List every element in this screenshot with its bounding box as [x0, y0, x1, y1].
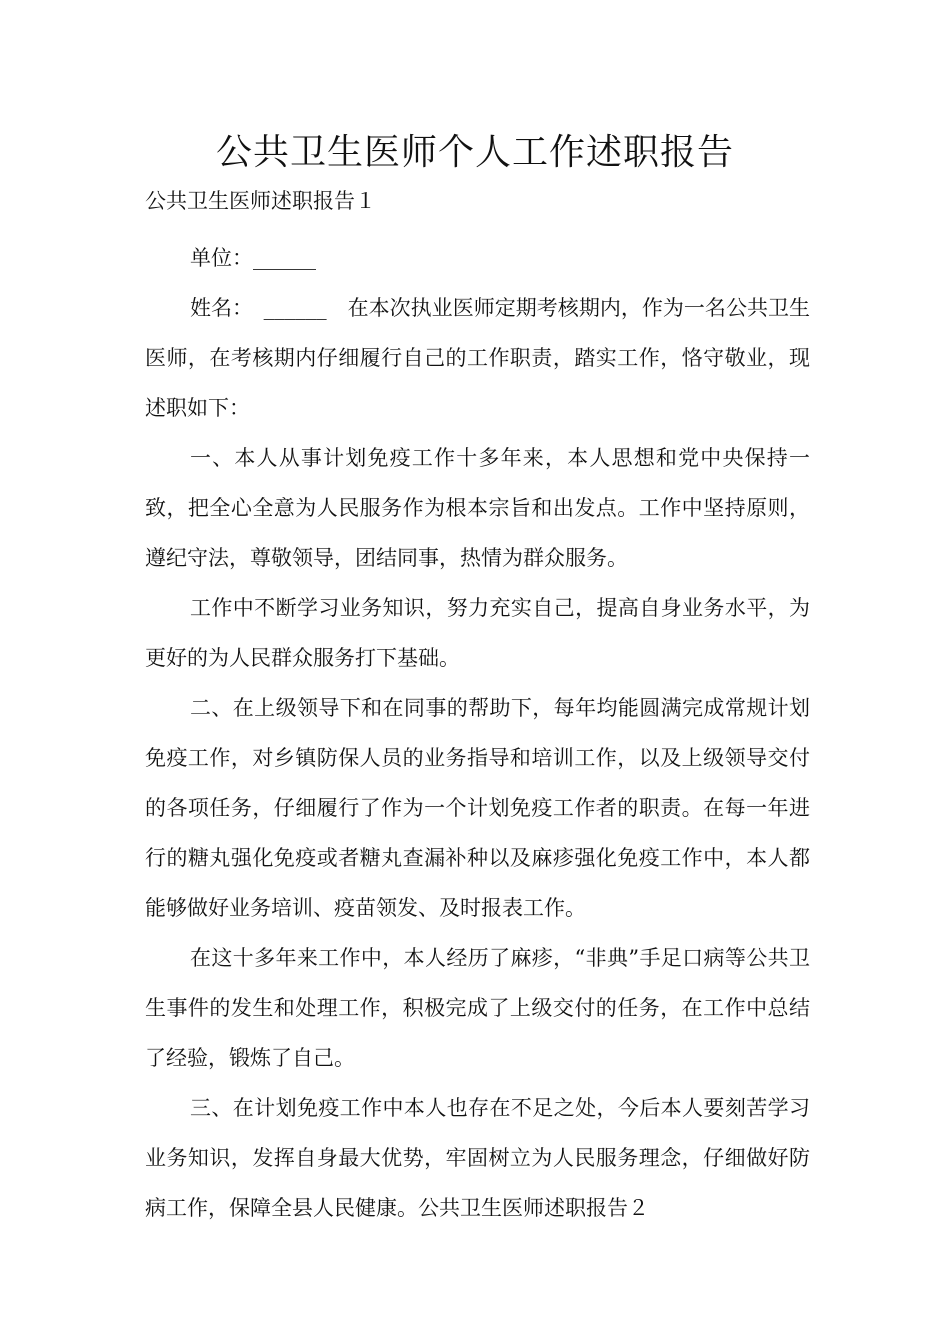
paragraph-section-one: 一、本人从事计划免疫工作十多年来，本人思想和党中央保持一致，把全心全意为人民服务作为根本宗旨和出发点。工作中坚持原则，遵纪守法，尊敬领导，团结同事，热情为群众服务。	[145, 446, 810, 570]
paragraph-unit: 单位：______	[190, 246, 316, 270]
paragraph-study: 工作中不断学习业务知识，努力充实自己，提高自身业务水平，为更好的为人民群众服务打下基础。	[145, 596, 810, 670]
paragraph-section-two: 二、在上级领导下和在同事的帮助下，每年均能圆满完成常规计划免疫工作，对乡镇防保人员的业务指导和培训工作，以及上级领导交付的各项任务，仔细履行了作为一个计划免疫工作者的职责。在每一年进行的糖丸强化免疫或者糖丸查漏补种以及麻疹强化免疫工作中，本人都能够做好业务培训、疫苗领发、及时报表工作。	[145, 696, 810, 920]
paragraph-experience: 在这十多年来工作中，本人经历了麻疹，“非典”手足口病等公共卫生事件的发生和处理工作，积极完成了上级交付的任务，在工作中总结了经验，锻炼了自己。	[145, 946, 810, 1070]
paragraph-name-intro: 姓名： ______ 在本次执业医师定期考核期内，作为一名公共卫生医师，在考核期内仔细履行自己的工作职责，踏实工作，恪守敬业，现述职如下：	[145, 296, 810, 420]
paragraph-section-three: 三、在计划免疫工作中本人也存在不足之处，今后本人要刻苦学习业务知识，发挥自身最大优势，牢固树立为人民服务理念，仔细做好防病工作，保障全县人民健康。公共卫生医师述职报告２	[145, 1096, 810, 1220]
document-subtitle: 公共卫生医师述职报告１	[145, 189, 376, 213]
document-body	[145, 233, 810, 1233]
document-title: 公共卫生医师个人工作述职报告	[215, 132, 734, 173]
